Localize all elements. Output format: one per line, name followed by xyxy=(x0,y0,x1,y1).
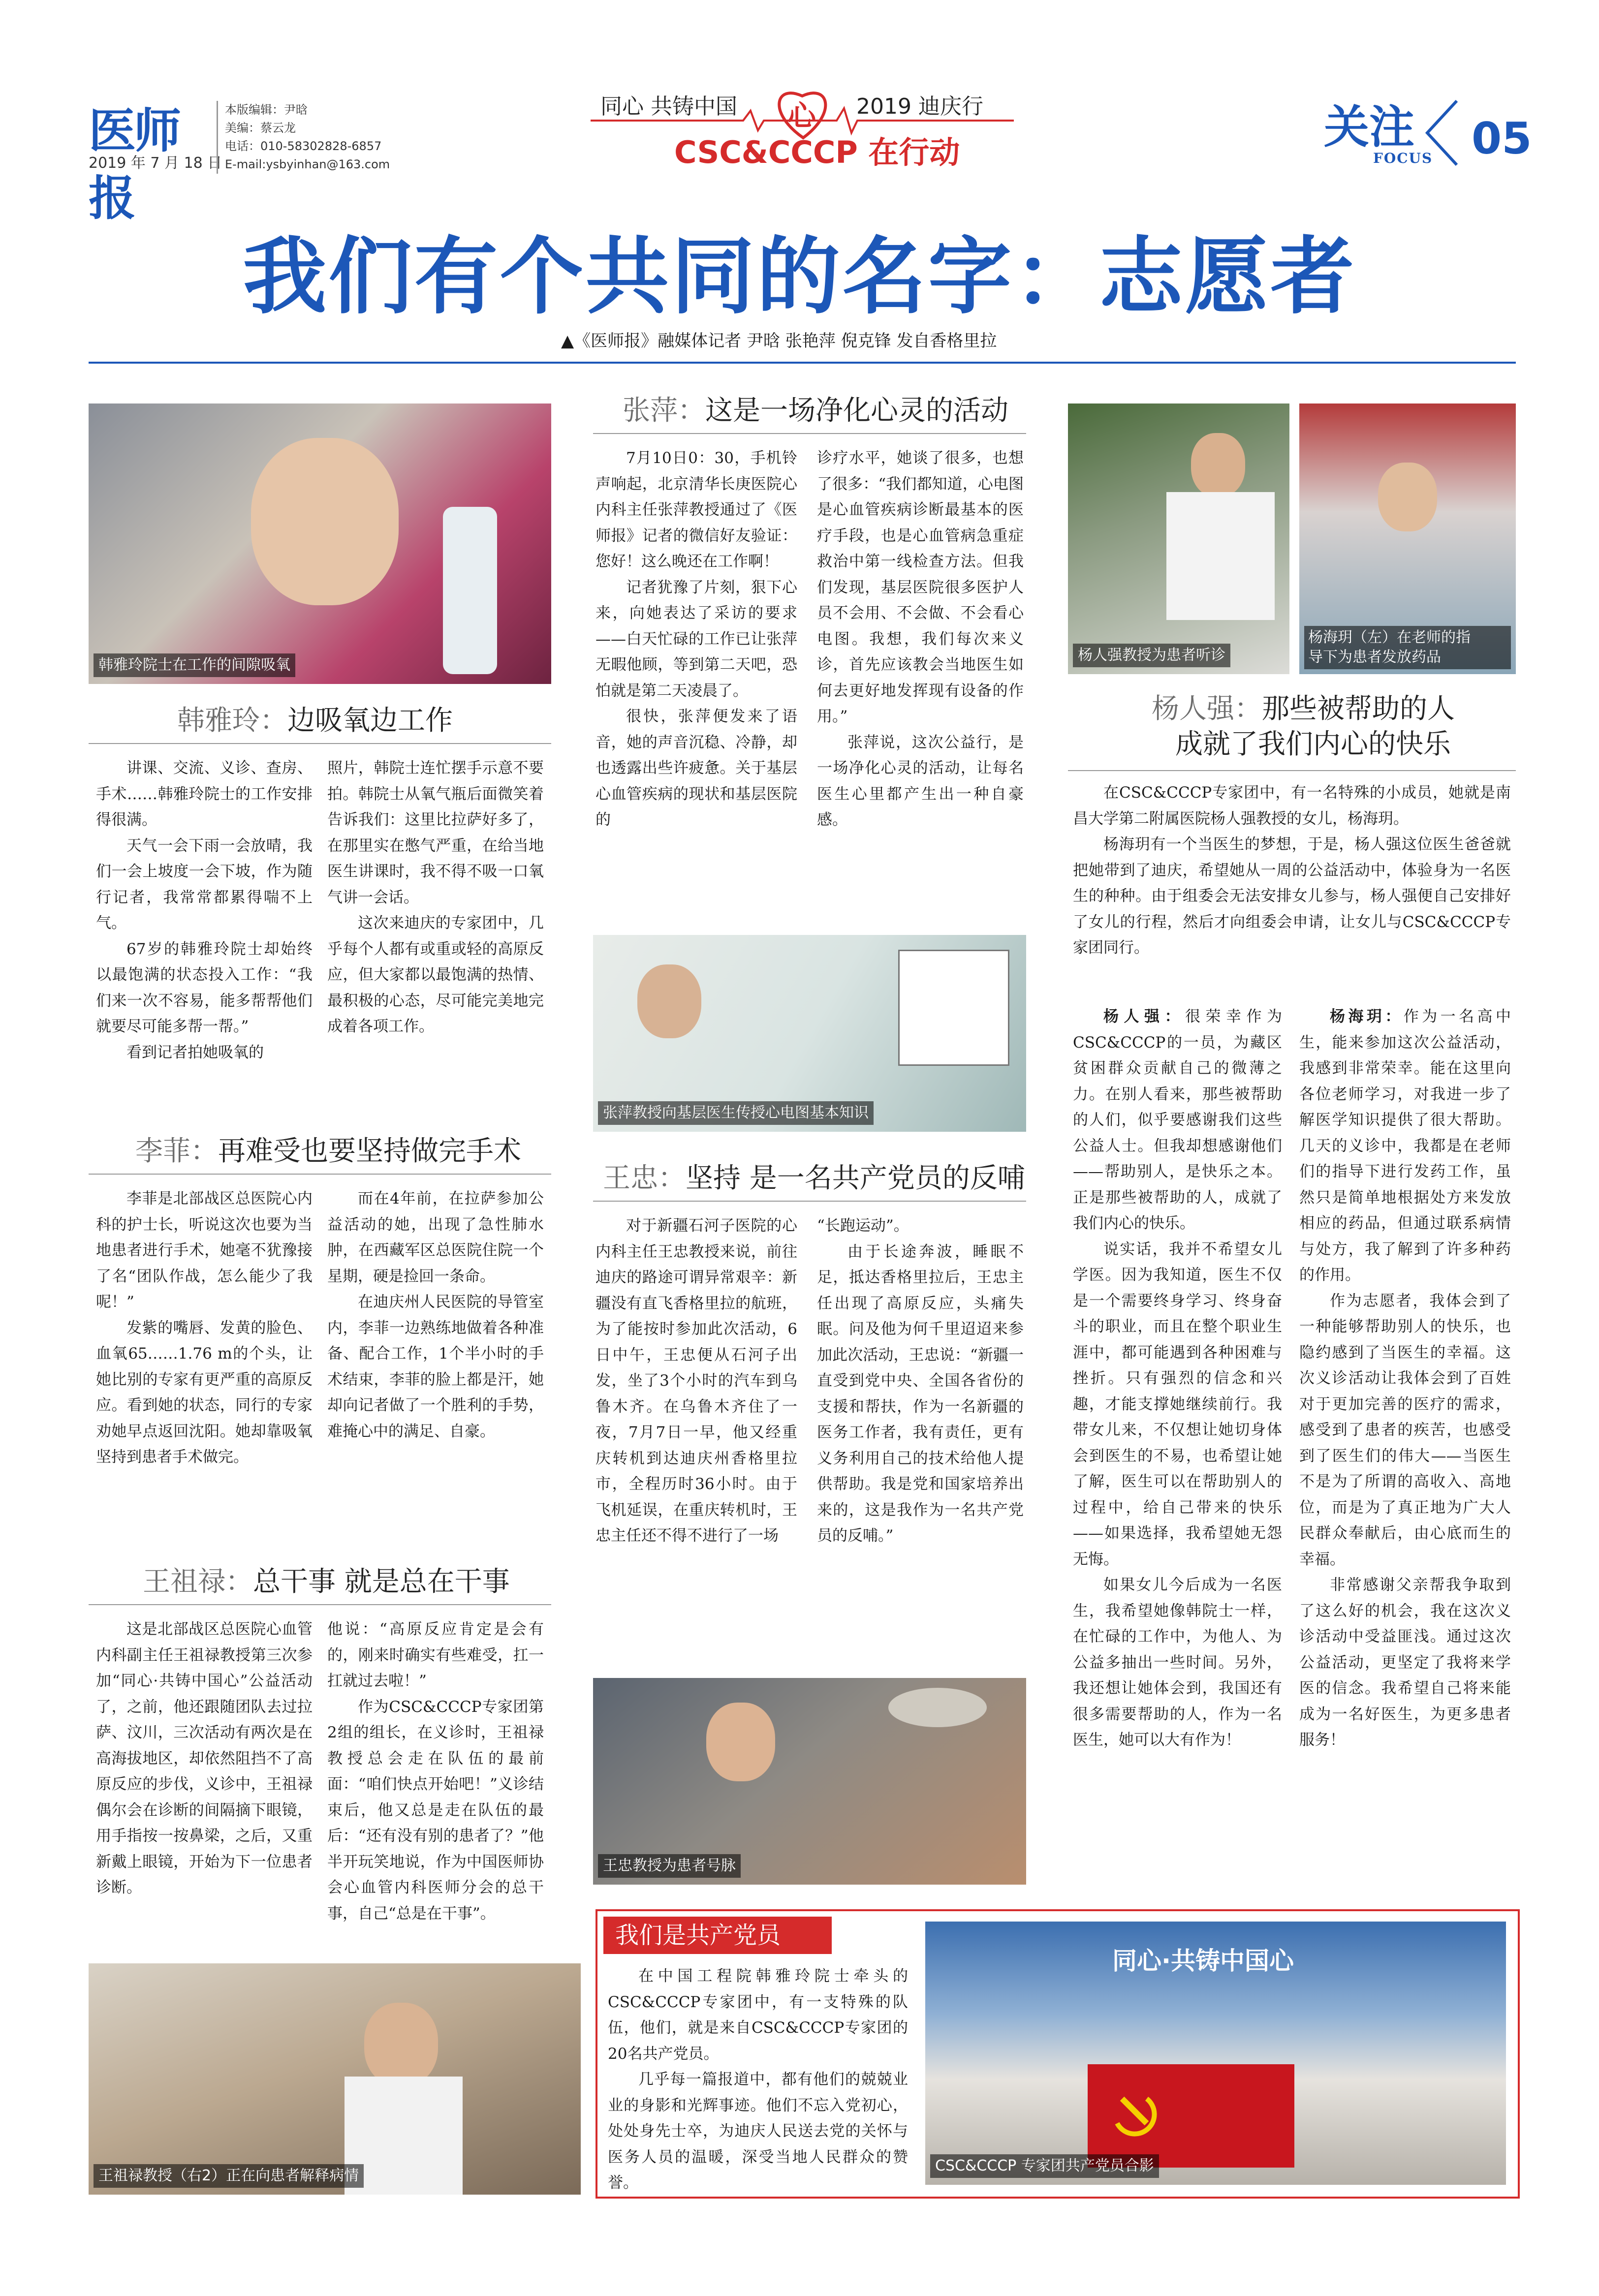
section-title-li xyxy=(135,1129,521,1169)
photo-subject xyxy=(706,1703,775,1781)
caption-line: 杨海玥（左）在老师的指 xyxy=(1308,629,1471,646)
paragraph: 如果女儿今后成为一名医生，我希望她像韩院士一样，在忙碌的工作中，为他人、为公益多抽出一些时间。另外，我还想让她体会到，我国还有很多需要帮助的人，作为一名医生，她可以大有作为！ xyxy=(1073,1576,1282,1749)
section-title-yang xyxy=(1152,691,1455,762)
article-yang-col1 xyxy=(1073,1004,1282,1753)
photo-subject xyxy=(1191,433,1245,497)
article-li-col1 xyxy=(96,1186,313,1470)
byline: ▲《医师报》融媒体记者 尹晗 张艳萍 倪克锋 发自香格里拉 xyxy=(561,331,997,351)
article-yang-intro xyxy=(1073,780,1511,961)
section-person-name: 李菲： xyxy=(135,1135,218,1167)
photo-caption: 张萍教授向基层医生传授心电图基本知识 xyxy=(598,1101,874,1125)
photo-wang-zulu xyxy=(89,1963,581,2195)
email-line: E-mail:ysbyinhan@163.com xyxy=(225,157,390,171)
newspaper-logo: 医师报 xyxy=(89,103,179,226)
photo-caption: 韩雅玲院士在工作的间隙吸氧 xyxy=(94,653,295,677)
white-coat xyxy=(1166,492,1275,620)
whiteboard xyxy=(898,950,1009,1066)
section-headline: 总干事 就是总在干事 xyxy=(253,1566,510,1598)
paragraph: 天气一会下雨一会放晴，我们一会上坡度一会下坡，作为随行记者，我常常都累得喘不上气。 xyxy=(96,837,313,932)
paragraph: 他说：“高原反应肯定是会有的，刚来时确实有些难受，扛一扛就过去啦！” xyxy=(327,1620,544,1690)
paragraph: 讲课、交流、义诊、查房、手术……韩雅玲院士的工作安排得很满。 xyxy=(96,759,313,829)
campaign-banner xyxy=(581,74,1024,172)
section-divider xyxy=(1068,770,1516,771)
oxygen-bottle xyxy=(443,507,497,674)
patient-hat xyxy=(888,1688,987,1727)
headline: 我们有个共同的名字：志愿者 xyxy=(243,227,1356,326)
article-zhang-col1 xyxy=(596,445,797,833)
photo-han-yaling xyxy=(89,403,551,684)
headline-divider xyxy=(89,362,1516,364)
photo-caption: 杨人强教授为患者听诊 xyxy=(1073,644,1230,667)
page-number: 05 xyxy=(1472,113,1532,164)
speaker-label: 杨人强： xyxy=(1103,1008,1185,1025)
editor-credits xyxy=(217,101,432,174)
paragraph: 而在4年前，在拉萨参加公益活动的她，出现了急性肺水肿，在西藏军区总医院住院一个星期，硬是捡回一条命。 xyxy=(327,1190,544,1285)
article-wangzhong-col1 xyxy=(596,1213,797,1549)
paragraph: 说实话，我并不希望女儿学医。因为我知道，医生不仅是一个需要终身学习、终身奋斗的职业，而且在整个职业生涯中，都可能遇到各种困难与挫折。只有强烈的信念和兴趣，才能支撑她继续前行。我带女儿来，不仅想让她切身体会到医生的不易，也希望让她了解，医生可以在帮助别人的过程中，给自己带来的快乐——如果选择，我希望她无怨无悔。 xyxy=(1073,1240,1282,1568)
section-label-en: FOCUS xyxy=(1373,150,1433,166)
caption-line: 导下为患者发放药品 xyxy=(1308,649,1441,666)
section-divider xyxy=(593,1201,1026,1202)
photo-caption xyxy=(1304,626,1511,669)
section-person-name: 王忠： xyxy=(603,1162,686,1194)
section-headline: 这是一场净化心灵的活动 xyxy=(705,395,1008,427)
photo-caption: CSC&CCCP 专家团共产党员合影 xyxy=(930,2154,1159,2178)
article-party xyxy=(608,1963,908,2196)
paragraph: 在迪庆州人民医院的导管室内，李菲一边熟练地做着各种准备、配合工作，1个半小时的手术结束，李菲的脸上都是汗，她却向记者做了一个胜利的手势，难掩心中的满足、自豪。 xyxy=(327,1293,544,1440)
party-box-title: 我们是共产党员 xyxy=(603,1917,832,1954)
paragraph: 照片，韩院士连忙摆手示意不要拍。韩院士从氧气瓶后面微笑着告诉我们：这里比拉萨好多了，在那里实在憋气严重，在给当地医生讲课时，我不得不吸一口氧气讲一会话。 xyxy=(327,759,544,906)
section-person-name: 王祖禄： xyxy=(143,1566,253,1598)
section-headline-line2: 成就了我们内心的快乐 xyxy=(1175,728,1451,760)
photo-subject xyxy=(251,438,399,605)
photo-wang-zhong xyxy=(593,1678,1026,1885)
banner-slogan-left: 同心 共铸中国 xyxy=(600,94,737,119)
section-divider xyxy=(89,1604,551,1605)
article-wangzulu-col2 xyxy=(327,1616,544,1926)
banner-campaign-name: CSC&CCCP 在行动 xyxy=(674,134,960,170)
paragraph: 在CSC&CCCP专家团中，有一名特殊的小成员，她就是南昌大学第二附属医院杨人强教授的女儿，杨海玥。 xyxy=(1073,784,1511,828)
paragraph: 作为CSC&CCCP专家团第2组的组长，在义诊时，王祖禄教授总会走在队伍的最前面：“咱们快点开始吧！”义诊结束后，他又总是走在队伍的最后：“还有没有别的患者了？”他半开玩笑地说，作为中国医师协会心血管内科医师分会的总干事，自己“总是在干事”。 xyxy=(327,1698,544,1923)
section-title-han xyxy=(177,699,453,738)
photo-subject xyxy=(364,2003,438,2086)
paragraph: 李菲是北部战区总医院心内科的护士长，听说这次也要为当地患者进行手术，她毫不犹豫接了名“团队作战，怎么能少了我呢！” xyxy=(96,1190,313,1311)
section-person-name: 杨人强： xyxy=(1152,693,1262,725)
article-li-col2 xyxy=(327,1186,544,1444)
section-divider xyxy=(593,433,1026,434)
banner-slogan-right: 2019 迪庆行 xyxy=(856,94,983,119)
paragraph: 由于长途奔波，睡眠不足，抵达香格里拉后，王忠主任出现了高原反应，头痛失眠。问及他为何千里迢迢来参加此次活动，王忠说：“新疆一直受到党中央、全国各省份的支援和帮扶，作为一名新疆的医务工作者，我有责任，更有义务利用自己的技术给他人提供帮助。我是党和国家培养出来的，这是我作为一名共产党员的反哺。” xyxy=(817,1242,1024,1545)
paragraph: 很快，张萍便发来了语音，她的声音沉稳、冷静，却也透露出些许疲惫。关于基层心血管疾病的现状和基层医院的 xyxy=(596,708,797,829)
paragraph: 发紫的嘴唇、发黄的脸色、血氧65……1.76 m的个头，让她比别的专家有更严重的高原反应。看到她的状态，同行的专家劝她早点返回沈阳。她却靠吸氧坚持到患者手术做完。 xyxy=(96,1319,313,1466)
hammer-sickle-icon xyxy=(1102,2079,1161,2138)
paragraph: 这是北部战区总医院心血管内科副主任王祖禄教授第三次参加“同心·共铸中国心”公益活动了，之前，他还跟随团队去过拉萨、汶川，三次活动有两次是在高海拔地区，却依然阻挡不了高原反应的步伐，义诊中，王祖禄偶尔会在诊断的间隔摘下眼镜，用手指按一按鼻梁，之后，又重新戴上眼镜，开始为下一位患者诊断。 xyxy=(96,1620,313,1896)
article-han-col2 xyxy=(327,755,544,1040)
paragraph: 这次来迪庆的专家团中，几乎每个人都有或重或轻的高原反应，但大家都以最饱满的热情、最积极的心态，尽可能完美地完成着各项工作。 xyxy=(327,914,544,1035)
section-headline: 再难受也要坚持做完手术 xyxy=(218,1135,521,1167)
paragraph: 几乎每一篇报道中，都有他们的兢兢业业的身影和光辉事迹。他们不忘入党初心，处处身先士卒，为迪庆人民送去党的关怀与医务人员的温暖，深受当地人民群众的赞誉。 xyxy=(608,2071,908,2192)
article-yang-col2 xyxy=(1299,1004,1511,1753)
section-label: 关注 xyxy=(1324,101,1415,154)
photo-caption: 王忠教授为患者号脉 xyxy=(598,1854,741,1878)
paragraph: 7月10日0：30，手机铃声响起，北京清华长庚医院心内科主任张萍教授通过了《医师报》记者的微信好友验证：您好！这么晚还在工作啊！ xyxy=(596,449,797,570)
banner-heart-char: 心 xyxy=(787,99,816,132)
paragraph-text: 作为一名高中生，能来参加这次公益活动，我感到非常荣幸。能在这里向各位老师学习，对我进一步了解医学知识提供了很大帮助。几天的义诊中，我都是在老师们的指导下进行发药工作，虽然只是简单地根据处方来发放相应的药品，但通过联系病情与处方，我了解到了许多种药的作用。 xyxy=(1299,1008,1511,1284)
photo-zhang-ping xyxy=(593,935,1026,1132)
photo-yang-renqiang xyxy=(1068,403,1289,674)
phone-line: 电话：010-58302828-6857 xyxy=(225,139,382,153)
section-title-zhang xyxy=(623,389,1008,428)
paragraph: 对于新疆石河子医院的心内科主任王忠教授来说，前往迪庆的路途可谓异常艰辛：新疆没有直飞香格里拉的航班，为了能按时参加此次活动，6日中午，王忠便从石河子出发，坐了3个小时的汽车到乌鲁木齐。在乌鲁木齐住了一夜，7月7日一早，他又经重庆转机到达迪庆州香格里拉市，全程历时36小时。由于飞机延误，在重庆转机时，王忠主任还不得不进行了一场 xyxy=(596,1217,797,1545)
photo-yang-haiyue xyxy=(1299,403,1516,674)
photo-banner-text: 同心·共铸中国心 xyxy=(1112,1947,1294,1975)
paragraph: 杨海玥有一个当医生的梦想，于是，杨人强这位医生爸爸就把她带到了迪庆，希望她从一周的公益活动中，体验身为一名医生的种种。由于组委会无法安排女儿参与，杨人强便自己安排好了女儿的行程，然后才向组委会申请，让女儿与CSC&CCCP专家团同行。 xyxy=(1073,836,1511,957)
paragraph: 非常感谢父亲帮我争取到了这么好的机会，我在这次义诊活动中受益匪浅。通过这次公益活动，更坚定了我将来学医的信念。我希望自己将来能成为一名好医生，为更多患者服务！ xyxy=(1299,1576,1511,1749)
paragraph: 张萍说，这次公益行，是一场净化心灵的活动，让每名医生心里都产生出一种自豪感。 xyxy=(817,733,1024,829)
paragraph: 记者犹豫了片刻，狠下心来，向她表达了采访的要求——白天忙碌的工作已让张萍无暇他顾，等到第二天吧，恐怕就是第二天凌晨了。 xyxy=(596,578,797,700)
section-title-wangzhong xyxy=(603,1156,1025,1196)
speaker-label: 杨海玥： xyxy=(1330,1008,1404,1025)
photo-caption: 王祖禄教授（右2）正在向患者解释病情 xyxy=(94,2164,364,2188)
editor-line: 本版编辑：尹晗 xyxy=(225,103,308,117)
paragraph: “长跑运动”。 xyxy=(817,1217,909,1235)
paragraph-text: 很荣幸作为CSC&CCCP的一员，为藏区贫困群众贡献自己的微薄之力。在别人看来，那些被帮助的人们，似乎要感谢我们这些公益人士。但我却想感谢他们——帮助别人，是快乐之本。正是那些被帮助的人，成就了我们内心的快乐。 xyxy=(1073,1008,1282,1232)
section-divider xyxy=(89,1174,551,1175)
designer-line: 美编：蔡云龙 xyxy=(225,121,296,135)
article-han-col1 xyxy=(96,755,313,1065)
paragraph xyxy=(1299,1004,1511,1288)
paragraph: 作为志愿者，我体会到了一种能够帮助别人的快乐，也隐约感到了当医生的幸福。这次义诊活动让我体会到了百姓对于更加完善的医疗的需求，感受到了患者的疾苦，也感受到了医生们的伟大——当医生不是为了所谓的高收入、高地位，而是为了真正地为广大人民群众奉献后，由心底而生的幸福。 xyxy=(1299,1292,1511,1568)
photo-subject xyxy=(637,964,701,1038)
section-title-wangzulu xyxy=(143,1560,510,1599)
paragraph: 看到记者拍她吸氧的 xyxy=(126,1043,264,1061)
article-zhang-col2 xyxy=(817,445,1024,833)
paragraph: 诊疗水平，她谈了很多，也想了很多：“我们都知道，心电图是心血管疾病诊断最基本的医疗手段，也是心血管病急重症救治中第一线检查方法。但我们发现，基层医院很多医护人员不会用、不会做、不会看心电图。我想，我们每次来义诊，首先应该教会当地医生如何去更好地发挥现有设备的作用。” xyxy=(817,449,1024,725)
article-wangzulu-col1 xyxy=(96,1616,313,1901)
photo-subject xyxy=(1378,463,1437,531)
section-divider xyxy=(89,743,551,744)
paragraph: 在中国工程院韩雅玲院士牵头的CSC&CCCP专家团中，有一支特殊的队伍，他们，就是来自CSC&CCCP专家团的20名共产党员。 xyxy=(608,1967,908,2063)
section-headline: 坚持 是一名共产党员的反哺 xyxy=(686,1162,1025,1194)
issue-date: 2019 年 7 月 18 日 xyxy=(89,155,222,172)
photo-party-group xyxy=(925,1922,1506,2185)
section-person-name: 张萍： xyxy=(623,395,705,427)
paragraph: 67岁的韩雅玲院士却始终以最饱满的状态投入工作：“我们来一次不容易，能多帮帮他们就要尽可能多帮一帮。” xyxy=(96,940,313,1035)
paragraph xyxy=(1073,1004,1282,1237)
article-wangzhong-col2 xyxy=(817,1213,1024,1549)
section-headline: 那些被帮助的人 xyxy=(1262,693,1455,725)
section-person-name: 韩雅玲： xyxy=(177,705,287,737)
section-headline: 边吸氧边工作 xyxy=(287,705,453,737)
